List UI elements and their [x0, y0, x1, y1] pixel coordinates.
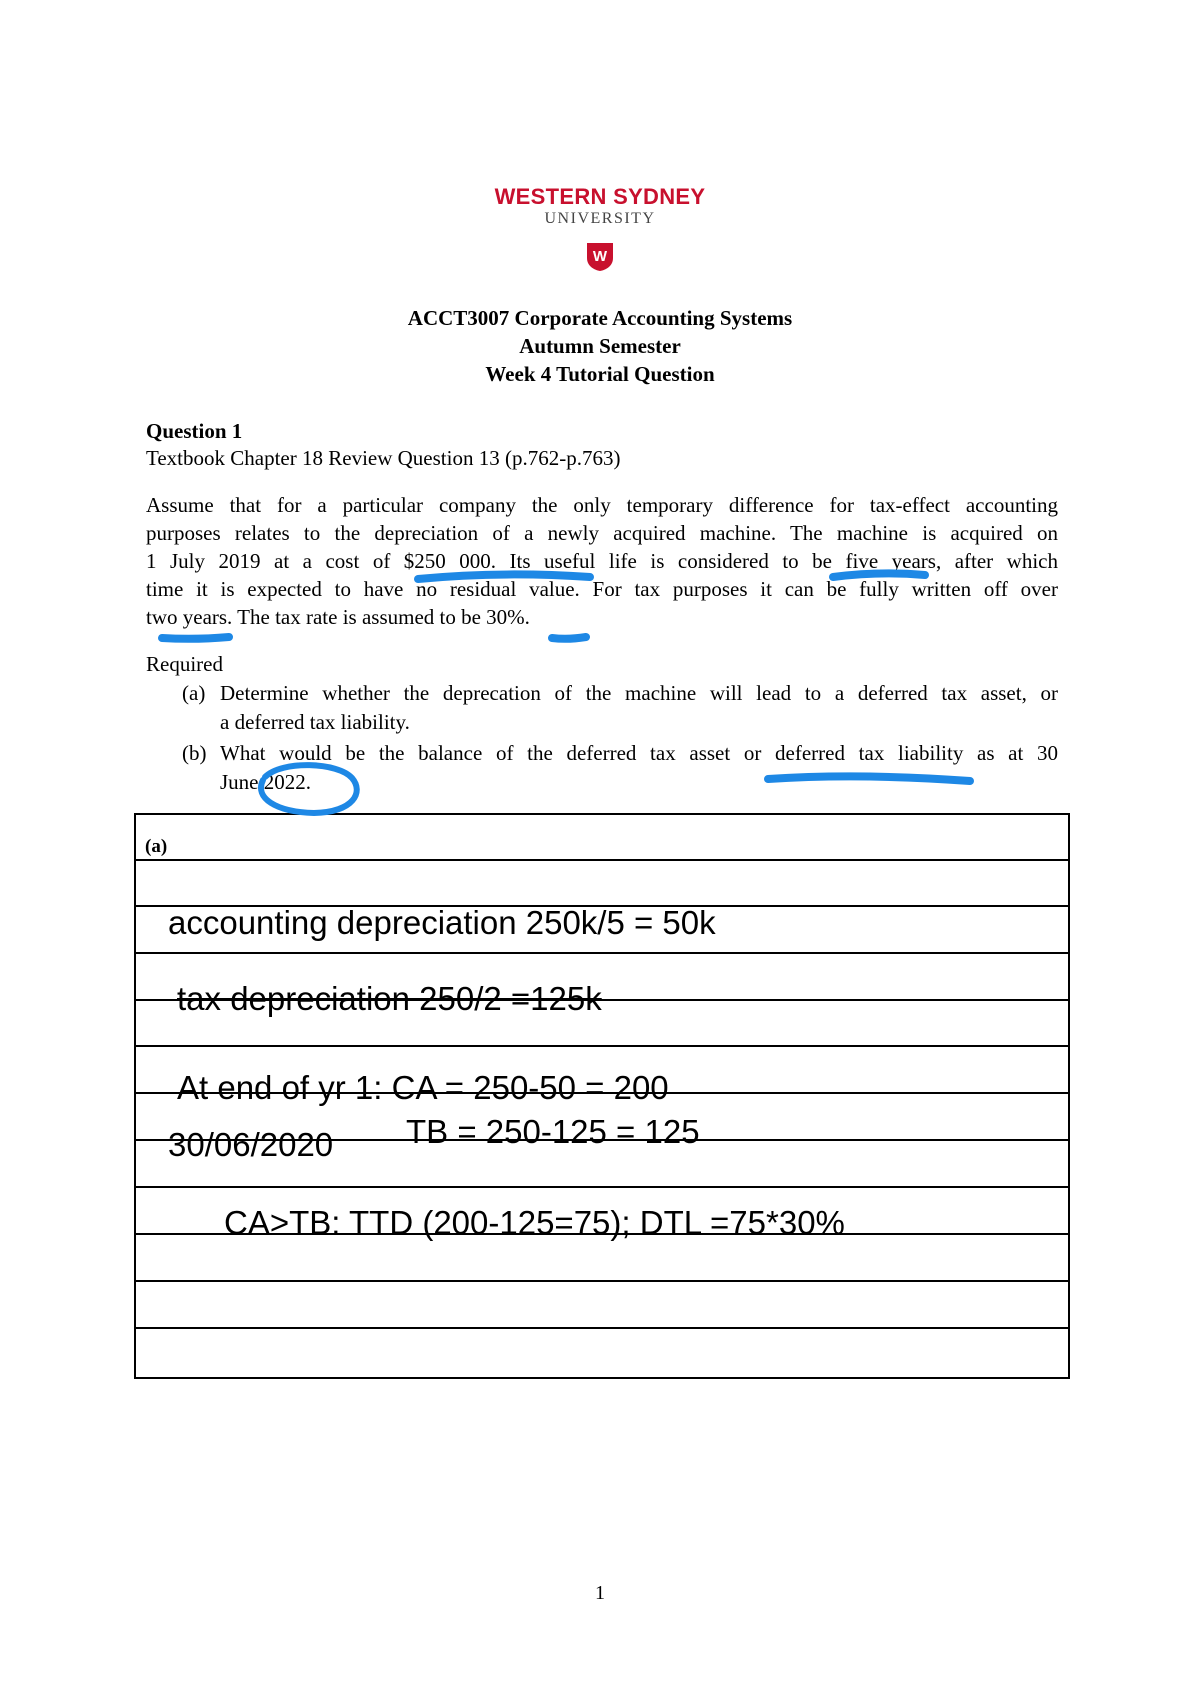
course-title: ACCT3007 Corporate Accounting Systems — [407, 306, 793, 330]
tutorial-title: Week 4 Tutorial Question — [485, 362, 715, 386]
semester-title: Autumn Semester — [519, 334, 681, 358]
svg-text:W: W — [592, 248, 608, 265]
required-label: Required — [146, 652, 223, 676]
answer-rule — [134, 1280, 1070, 1282]
question-body-last-line: two years. The tax rate is assumed to be 30%. — [146, 605, 530, 629]
answer-accounting-depreciation: accounting depreciation 250k/5 = 50k — [168, 904, 716, 941]
university-shield-icon — [586, 242, 614, 272]
answer-rule — [134, 952, 1070, 954]
answer-rule — [134, 1045, 1070, 1047]
question-body-line: time it is expected to have no residual value. For tax purposes it can be fully written off over — [146, 577, 1058, 601]
question-body-line: Assume that for a particular company the only temporary difference for tax-effect accounting — [146, 493, 1058, 517]
question-body-line: 1 July 2019 at a cost of $250 000. Its useful life is considered to be five years, after which — [146, 549, 1058, 573]
answer-rule — [134, 859, 1070, 861]
answer-dtl-calculation: CA>TB: TTD (200-125=75); DTL =75*30% — [224, 1204, 845, 1241]
question-reference: Textbook Chapter 18 Review Question 13 (p.762-p.763) — [146, 446, 621, 470]
part-a-line2: a deferred tax liability. — [220, 710, 410, 734]
answer-end-year-ca: At end of yr 1: CA = 250-50 = 200 — [177, 1069, 669, 1106]
answer-tax-depreciation: tax depreciation 250/2 =125k — [177, 980, 602, 1017]
answer-part-label: (a) — [145, 836, 168, 857]
answer-rule — [134, 1327, 1070, 1329]
part-b-line1: What would be the balance of the deferred tax asset or deferred tax liability as at 30 — [220, 741, 1058, 765]
question-title: Question 1 — [146, 419, 243, 443]
question-body — [146, 491, 1058, 603]
part-a-label: (a) — [182, 681, 206, 705]
answer-rule — [134, 1186, 1070, 1188]
underline-two-years — [162, 637, 229, 639]
part-a-line1: Determine whether the deprecation of the machine will lead to a deferred tax asset, or — [220, 681, 1058, 705]
page-number: 1 — [595, 1582, 605, 1604]
answer-date: 30/06/2020 — [168, 1126, 334, 1163]
part-b-label: (b) — [182, 741, 207, 765]
underline-30-percent — [552, 637, 586, 639]
answer-end-year-tb: TB = 250-125 = 125 — [406, 1113, 700, 1150]
underline-deferred-tax-liability — [768, 776, 970, 781]
part-b-line2: June 2022. — [220, 770, 311, 794]
question-body-line: purposes relates to the depreciation of a newly acquired machine. The machine is acquired on — [146, 521, 1058, 545]
university-logo-subtitle: UNIVERSITY — [544, 210, 656, 227]
university-logo-name: WESTERN SYDNEY — [494, 184, 706, 209]
